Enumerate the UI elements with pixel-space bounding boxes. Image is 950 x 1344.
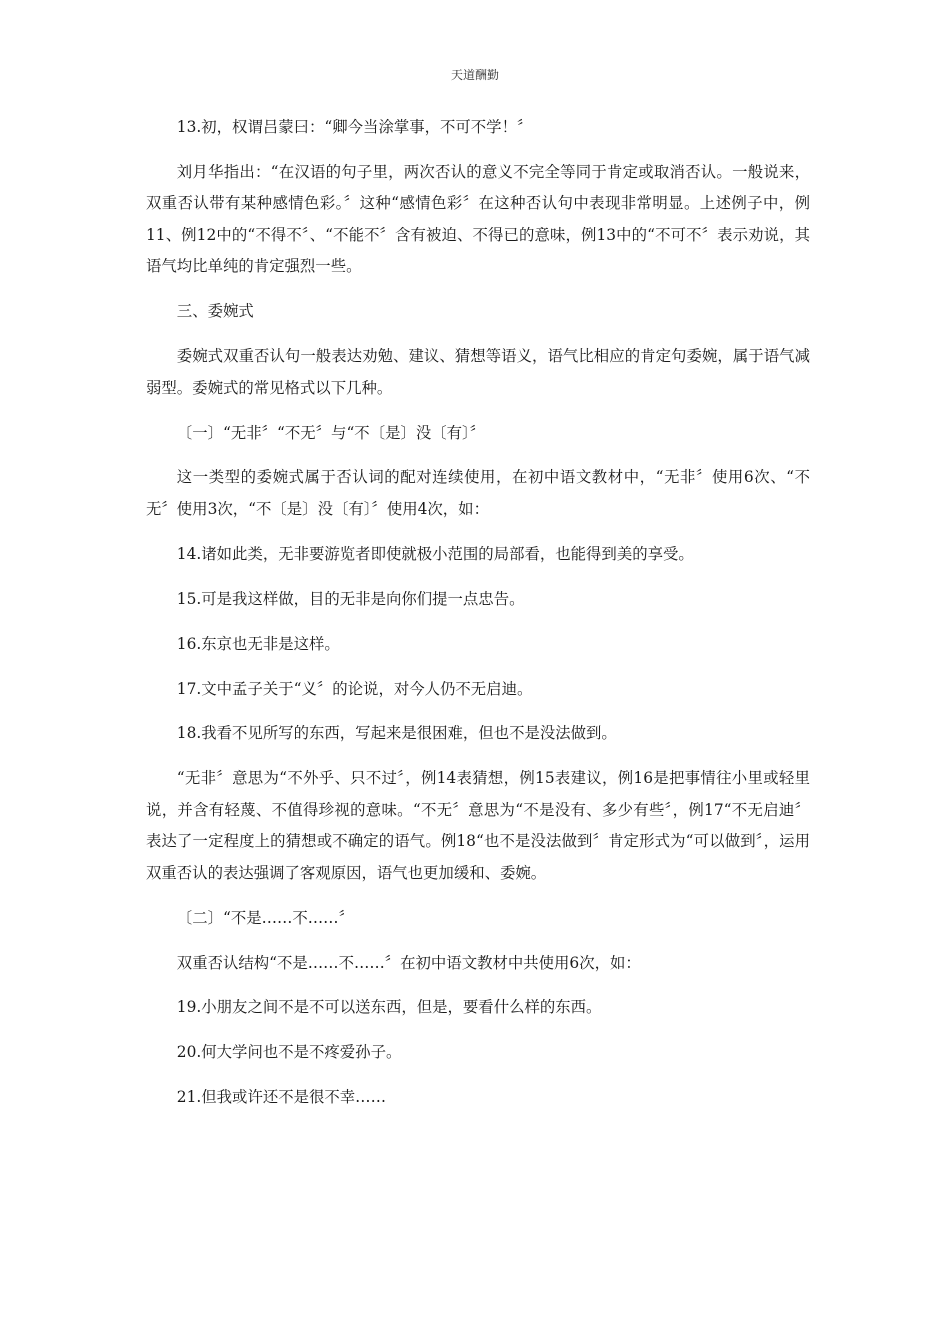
section-heading-3: 三、委婉式 (176, 302, 254, 321)
paragraph-example-13: 13.初，权谓吕蒙曰：“卿今当涂掌事，不可不学！〞 (176, 118, 533, 136)
paragraph-example-19: 19.小朋友之间不是不可以送东西，但是，要看什么样的东西。 (176, 998, 602, 1017)
paragraph-example-20: 20.何大学问也不是不疼爱孙子。 (176, 1043, 402, 1062)
page-header: 天道酬勤 (450, 68, 499, 82)
paragraph-example-17: 17.文中孟子关于“义〞的论说，对今人仍不无启迪。 (176, 679, 533, 698)
subheading-2: 〔二〕“不是……不……〞 (176, 908, 354, 927)
paragraph-example-14: 14.诸如此类，无非要游览者即使就极小范围的局部看，也能得到美的享受。 (176, 544, 694, 563)
subheading-1: 〔一〕“无非〞“不无〞与“不〔是〕没〔有〕〞 (176, 423, 486, 442)
paragraph-type-2-intro: 双重否认结构“不是……不……〞在初中语文教材中共使用6次，如： (176, 953, 641, 972)
paragraph-euphemistic-intro: 委婉式双重否认句一般表达劝勉、建议、猜想等语义，语气比相应的肯定句委婉，属于语气减弱型。委婉式的常见格式以下几种。 (146, 347, 810, 397)
paragraph-liu-yuehua-quote: 刘月华指出：“在汉语的句子里，两次否认的意义不完全等同于肯定或取消否认。一般说来，双重否认带有某种感情色彩。〞这种“感情色彩〞在这种否认句中表现非常明显。上述例子中，例11、例12中的“不得不〞、“不能不〞含有被迫、不得已的意味，例13中的“不可不〞表示劝说，其语气均比单纯的肯定强烈一些。 (146, 162, 810, 276)
paragraph-example-18: 18.我看不见所写的东西，写起来是很困难，但也不是没法做到。 (176, 724, 617, 743)
paragraph-example-21: 21.但我或许还不是很不幸…… (176, 1088, 386, 1107)
document-body (146, 112, 810, 1127)
paragraph-type-1-analysis: “无非〞意思为“不外乎、只不过〞，例14表猜想，例15表建议，例16是把事情往小里或轻里说，并含有轻蔑、不值得珍视的意味。“不无〞意思为“不是没有、多少有些〞，例17“不无启迪〞表达了一定程度上的猜想或不确定的语气。例18“也不是没法做到〞肯定形式为“可以做到〞，运用双重否认的表达强调了客观原因，语气也更加缓和、委婉。 (146, 769, 810, 882)
paragraph-example-16: 16.东京也无非是这样。 (176, 634, 340, 653)
paragraph-type-1-intro: 这一类型的委婉式属于否认词的配对连续使用，在初中语文教材中，“无非〞使用6次、“不无〞使用3次，“不〔是〕没〔有〕〞使用4次，如： (146, 468, 810, 518)
paragraph-example-15: 15.可是我这样做，目的无非是向你们提一点忠告。 (176, 589, 525, 608)
